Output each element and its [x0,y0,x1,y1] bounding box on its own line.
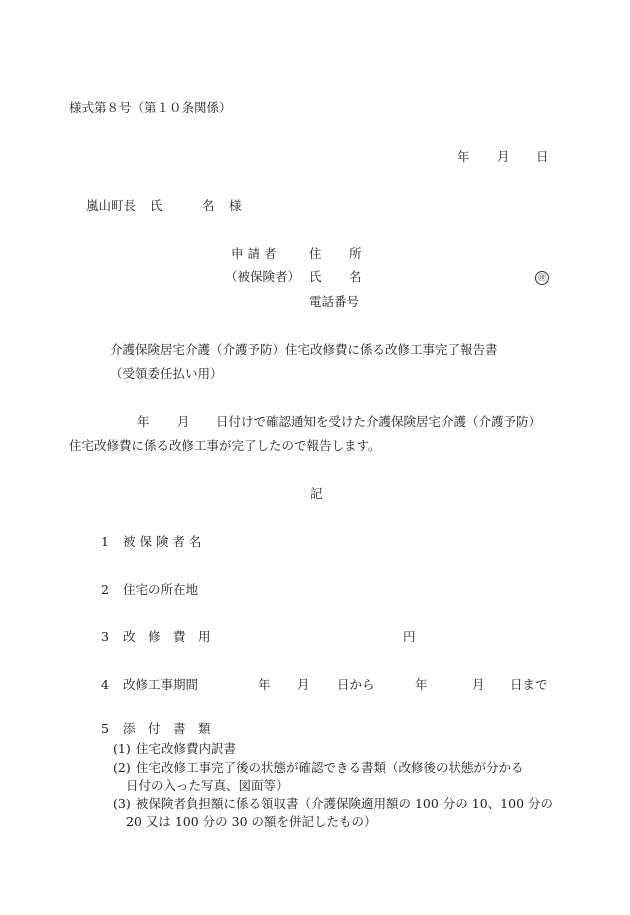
item-2-label: 住宅の所在地 [123,582,199,597]
form-number: 様式第８号（第１０条関係） [69,100,232,115]
body-month: 月 [177,414,190,429]
applicant-role: 申 請 者 [231,246,277,261]
item-4-to-month: 月 [472,677,485,692]
attachment-2-number: (2) [113,760,131,775]
item-2-number: 2 [101,582,109,597]
addressee-sama: 様 [229,198,242,213]
item-1-label: 被 保 険 者 名 [123,534,202,549]
item-3-yen: 円 [403,629,416,644]
document-subtitle: （受領委任払い用） [110,366,223,381]
addressee-mei: 名 [202,198,215,213]
date-month-label: 月 [497,149,510,164]
attachment-1-number: (1) [113,741,131,756]
body-year: 年 [137,414,150,429]
name-label: 氏 [309,269,322,284]
attachment-1-line-1: 住宅改修費内訳書 [136,741,237,756]
item-4-number: 4 [101,677,109,692]
item-5-number: 5 [101,721,109,736]
item-3-label: 改 修 費 用 [123,629,211,644]
item-5-label: 添 付 書 類 [123,721,211,736]
item-4-label: 改修工事期間 [123,677,199,692]
item-4-from-year: 年 [258,677,271,692]
addressee-title: 嵐山町長 [86,198,137,213]
applicant-role-insured: （被保険者） [225,269,301,284]
item-4-from-day: 日から [337,677,375,692]
attachment-2-line-1: 住宅改修工事完了後の状態が確認できる書類（改修後の状態が分かる [136,760,524,775]
item-4-from-month: 月 [297,677,310,692]
attachment-2-line-2: 日付の入った写真、図面等） [126,778,289,793]
address-label-2: 所 [349,246,362,261]
document-title: 介護保険居宅介護（介護予防）住宅改修費に係る改修工事完了報告書 [110,342,498,357]
body-line-1: 日付けで確認通知を受けた介護保険居宅介護（介護予防） [216,414,542,429]
address-label: 住 [309,246,322,261]
item-4-to-day: 日まで [510,677,548,692]
attachment-3-number: (3) [113,796,131,811]
name-label-2: 名 [349,269,362,284]
date-year-label: 年 [457,149,470,164]
item-1-number: 1 [101,534,109,549]
attachment-3-line-1: 被保険者負担額に係る領収書（介護保険適用額の 100 分の 10、100 分の [136,796,554,811]
body-line-2: 住宅改修費に係る改修工事が完了したので報告します。 [69,438,381,453]
item-4-to-year: 年 [415,677,428,692]
ki-heading: 記 [310,486,323,501]
date-day-label: 日 [536,149,549,164]
seal-mark: ㊞ [535,271,549,285]
phone-label: 電話番号 [309,294,360,309]
addressee-shi: 氏 [150,198,163,213]
item-3-number: 3 [101,629,109,644]
attachment-3-line-2: 20 又は 100 分の 30 の額を併記したもの） [126,814,377,829]
